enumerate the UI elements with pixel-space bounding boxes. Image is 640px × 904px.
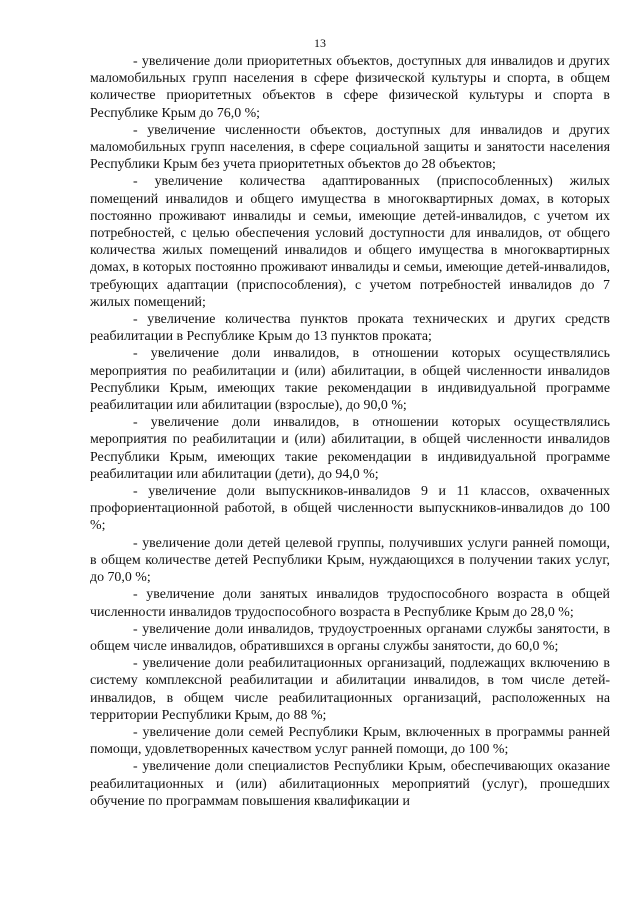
- list-item: - увеличение доли инвалидов, трудоустроенных органами службы занятости, в общем числе инвалидов, обратившихся в органы службы занятости, до 60,0 %;: [90, 621, 610, 654]
- list-item: - увеличение доли занятых инвалидов трудоспособного возраста в общей численности инвалидов трудоспособного возраста в Республике Крым до 28,0 %;: [90, 587, 610, 620]
- list-item: - увеличение численности объектов, доступных для инвалидов и других маломобильных групп населения, в сфере социальной защиты и занятости населения Республики Крым без учета приоритетных объектов до 28 объектов;: [90, 122, 610, 173]
- list-item: - увеличение доли детей целевой группы, получивших услуги ранней помощи, в общем количестве детей Республики Крым, нуждающихся в получении таких услуг, до 70,0 %;: [90, 535, 610, 586]
- list-item: - увеличение доли семей Республики Крым, включенных в программы ранней помощи, удовлетворенных качеством услуг ранней помощи, до 100 %;: [90, 724, 610, 758]
- list-item: - увеличение количества пунктов проката технических и других средств реабилитации в Республике Крым до 13 пунктов проката;: [90, 312, 610, 345]
- list-item: - увеличение доли инвалидов, в отношении которых осуществлялись мероприятия по реабилитации и (или) абилитации, в общей численности инвалидов Республики Крым, имеющих такие рекомендации в индивидуальной программе реабилитации или абилитации (дети), до 94,0 %;: [90, 415, 610, 482]
- list-item: - увеличение доли реабилитационных организаций, подлежащих включению в систему комплексной реабилитации и абилитации инвалидов, в том числе детей-инвалидов, в общем числе реабилитационных организаций, расположенных на территории Республики Крым, до 88 %;: [90, 656, 610, 723]
- page-number: 13: [314, 36, 326, 50]
- list-item: - увеличение доли приоритетных объектов, доступных для инвалидов и других маломобильных групп населения в сфере физической культуры и спорта, в общем количестве приоритетных объектов в сфере физической культуры и спорта в Республике Крым до 76,0 %;: [90, 54, 610, 121]
- list-item: - увеличение доли выпускников-инвалидов 9 и 11 классов, охваченных профориентационной работой, в общей численности выпускников-инвалидов до 100 %;: [90, 484, 610, 534]
- list-item: - увеличение количества адаптированных (приспособленных) жилых помещений инвалидов и общего имущества в многоквартирных домах, в которых постоянно проживают инвалиды и семьи, имеющие детей-инвалидов, с учетом их потребностей, с целью обеспечения условий доступности для инвалидов, от общего количества жилых помещений инвалидов и общего имущества в многоквартирных домах, в которых постоянно проживают инвалиды и семьи, имеющие детей-инвалидов, требующих адаптации (приспособления), с учетом потребностей инвалидов до 7 жилых помещений;: [90, 174, 610, 310]
- document-body: [90, 53, 610, 810]
- list-item: - увеличение доли специалистов Республики Крым, обеспечивающих оказание реабилитационных и (или) абилитационных мероприятий (услуг), прошедших обучение по программам повышения квалификации и: [90, 759, 610, 809]
- list-item: - увеличение доли инвалидов, в отношении которых осуществлялись мероприятия по реабилитации и (или) абилитации, в общей численности инвалидов Республики Крым, имеющих такие рекомендации в индивидуальной программе реабилитации или абилитации (взрослые), до 90,0 %;: [90, 346, 610, 414]
